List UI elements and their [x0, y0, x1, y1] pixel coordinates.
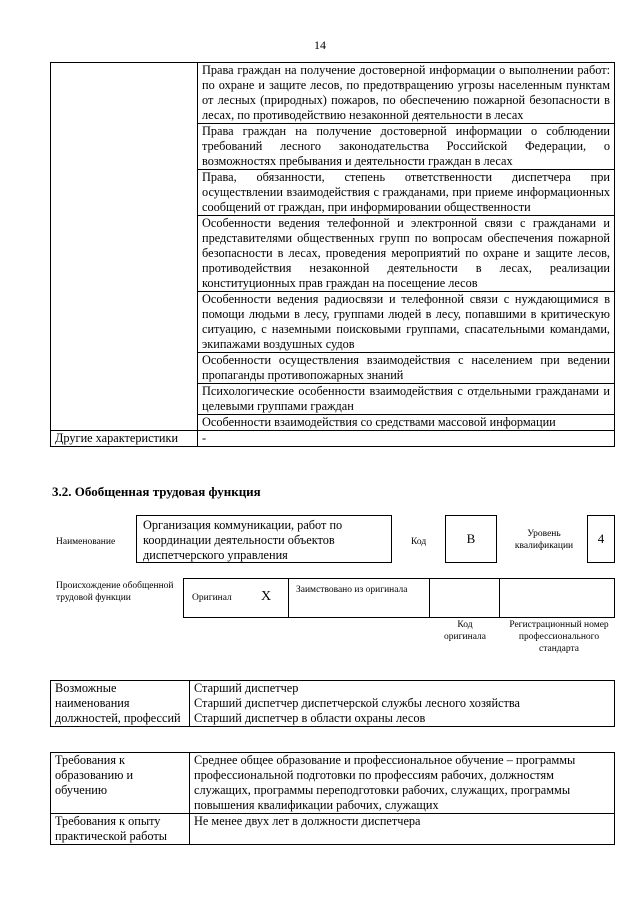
education-label: Требования к образованию и обучению — [51, 753, 190, 814]
position-item: Старший диспетчер — [194, 681, 299, 695]
positions-label: Возможные наименования должностей, профессий — [51, 681, 190, 727]
knowledge-item: Права, обязанности, степень ответственности диспетчера при осуществлении взаимодействия с гражданами, при приеме информационных сообщений от граждан, при информировании общественности — [198, 170, 615, 216]
knowledge-label-cell — [51, 415, 198, 431]
requirements-table — [50, 752, 615, 845]
knowledge-label-cell — [51, 124, 198, 170]
knowledge-label-cell — [51, 63, 198, 124]
knowledge-item: Особенности осуществления взаимодействия с населением при ведении пропаганды противопожарных знаний — [198, 353, 615, 384]
origin-divider — [429, 578, 430, 618]
other-characteristics-value: - — [198, 431, 615, 447]
knowledge-item: Права граждан на получение достоверной информации о соблюдении требований лесного законодательства Российской Федерации, о возможностях пребывания и деятельности граждан в лесах — [198, 124, 615, 170]
reg-number-caption: Регистрационный номер профессионального стандарта — [509, 620, 609, 654]
table-row — [51, 384, 615, 415]
table-row — [51, 216, 615, 292]
table-row — [51, 431, 615, 447]
level-label: Уровень квалификации — [514, 529, 574, 551]
position-item: Старший диспетчер в области охраны лесов — [194, 711, 426, 725]
positions-values — [190, 681, 615, 727]
other-characteristics-label: Другие характеристики — [51, 431, 198, 447]
knowledge-item: Особенности взаимодействия со средствами массовой информации — [198, 415, 615, 431]
table-row — [51, 292, 615, 353]
table-row — [51, 170, 615, 216]
origin-label: Происхождение обобщенной трудовой функции — [56, 581, 174, 603]
table-row — [51, 415, 615, 431]
borrowed-label: Заимствовано из оригинала — [296, 585, 408, 595]
experience-value: Не менее двух лет в должности диспетчера — [190, 814, 615, 845]
knowledge-item: Психологические особенности взаимодействия с отдельными гражданами и целевыми группами граждан — [198, 384, 615, 415]
experience-label: Требования к опыту практической работы — [51, 814, 190, 845]
knowledge-label-cell — [51, 216, 198, 292]
knowledge-item: Права граждан на получение достоверной информации о выполнении работ: по охране и защите лесов, по предотвращению угрозы населенным пунктам от лесных (природных) пожаров, по обеспечению пожарной безопасности в лесах, по противодействию незаконной деятельности в лесах — [198, 63, 615, 124]
table-row — [51, 753, 615, 814]
knowledge-label-cell — [51, 292, 198, 353]
code-box: B — [445, 515, 497, 563]
table-row — [51, 681, 615, 727]
knowledge-item: Особенности ведения телефонной и электронной связи с гражданами и представителями общественных групп по вопросам обеспечения пожарной безопасности в лесах, проведения мероприятий по охране и защите лесов, противодействия незаконной деятельности в лесах, реализации конституционных прав граждан на посещение лесов — [198, 216, 615, 292]
section-title: 3.2. Обобщенная трудовая функция — [52, 484, 261, 499]
code-label: Код — [411, 537, 427, 547]
origin-divider — [499, 578, 500, 618]
knowledge-table — [50, 62, 615, 447]
original-label: Оригинал — [192, 593, 232, 603]
table-row — [51, 353, 615, 384]
code-original-caption: Код оригинала — [444, 620, 486, 642]
origin-divider — [288, 578, 289, 618]
knowledge-label-cell — [51, 353, 198, 384]
position-item: Старший диспетчер диспетчерской службы лесного хозяйства — [194, 696, 520, 710]
name-label: Наименование — [56, 537, 116, 547]
knowledge-item: Особенности ведения радиосвязи и телефонной связи с нуждающимися в помощи людьми в лесу, группами людей в лесу, попавшими в критическую ситуацию, с наземными поисковыми группами, спасательными командами, экипажами воздушных судов — [198, 292, 615, 353]
education-value: Среднее общее образование и профессиональное обучение – программы профессиональной подготовки по профессиям рабочих, должностям служащих, программы переподготовки рабочих, служащих, программы повышения квалификации рабочих, служащих — [190, 753, 615, 814]
table-row — [51, 63, 615, 124]
table-row — [51, 124, 615, 170]
page-number: 14 — [314, 38, 326, 52]
function-name-box: Организация коммуникации, работ по координации деятельности объектов диспетчерского управления — [136, 515, 392, 563]
table-row — [51, 814, 615, 845]
positions-table — [50, 680, 615, 727]
knowledge-label-cell — [51, 384, 198, 415]
level-box: 4 — [587, 515, 615, 563]
original-mark: X — [261, 589, 272, 604]
knowledge-label-cell — [51, 170, 198, 216]
